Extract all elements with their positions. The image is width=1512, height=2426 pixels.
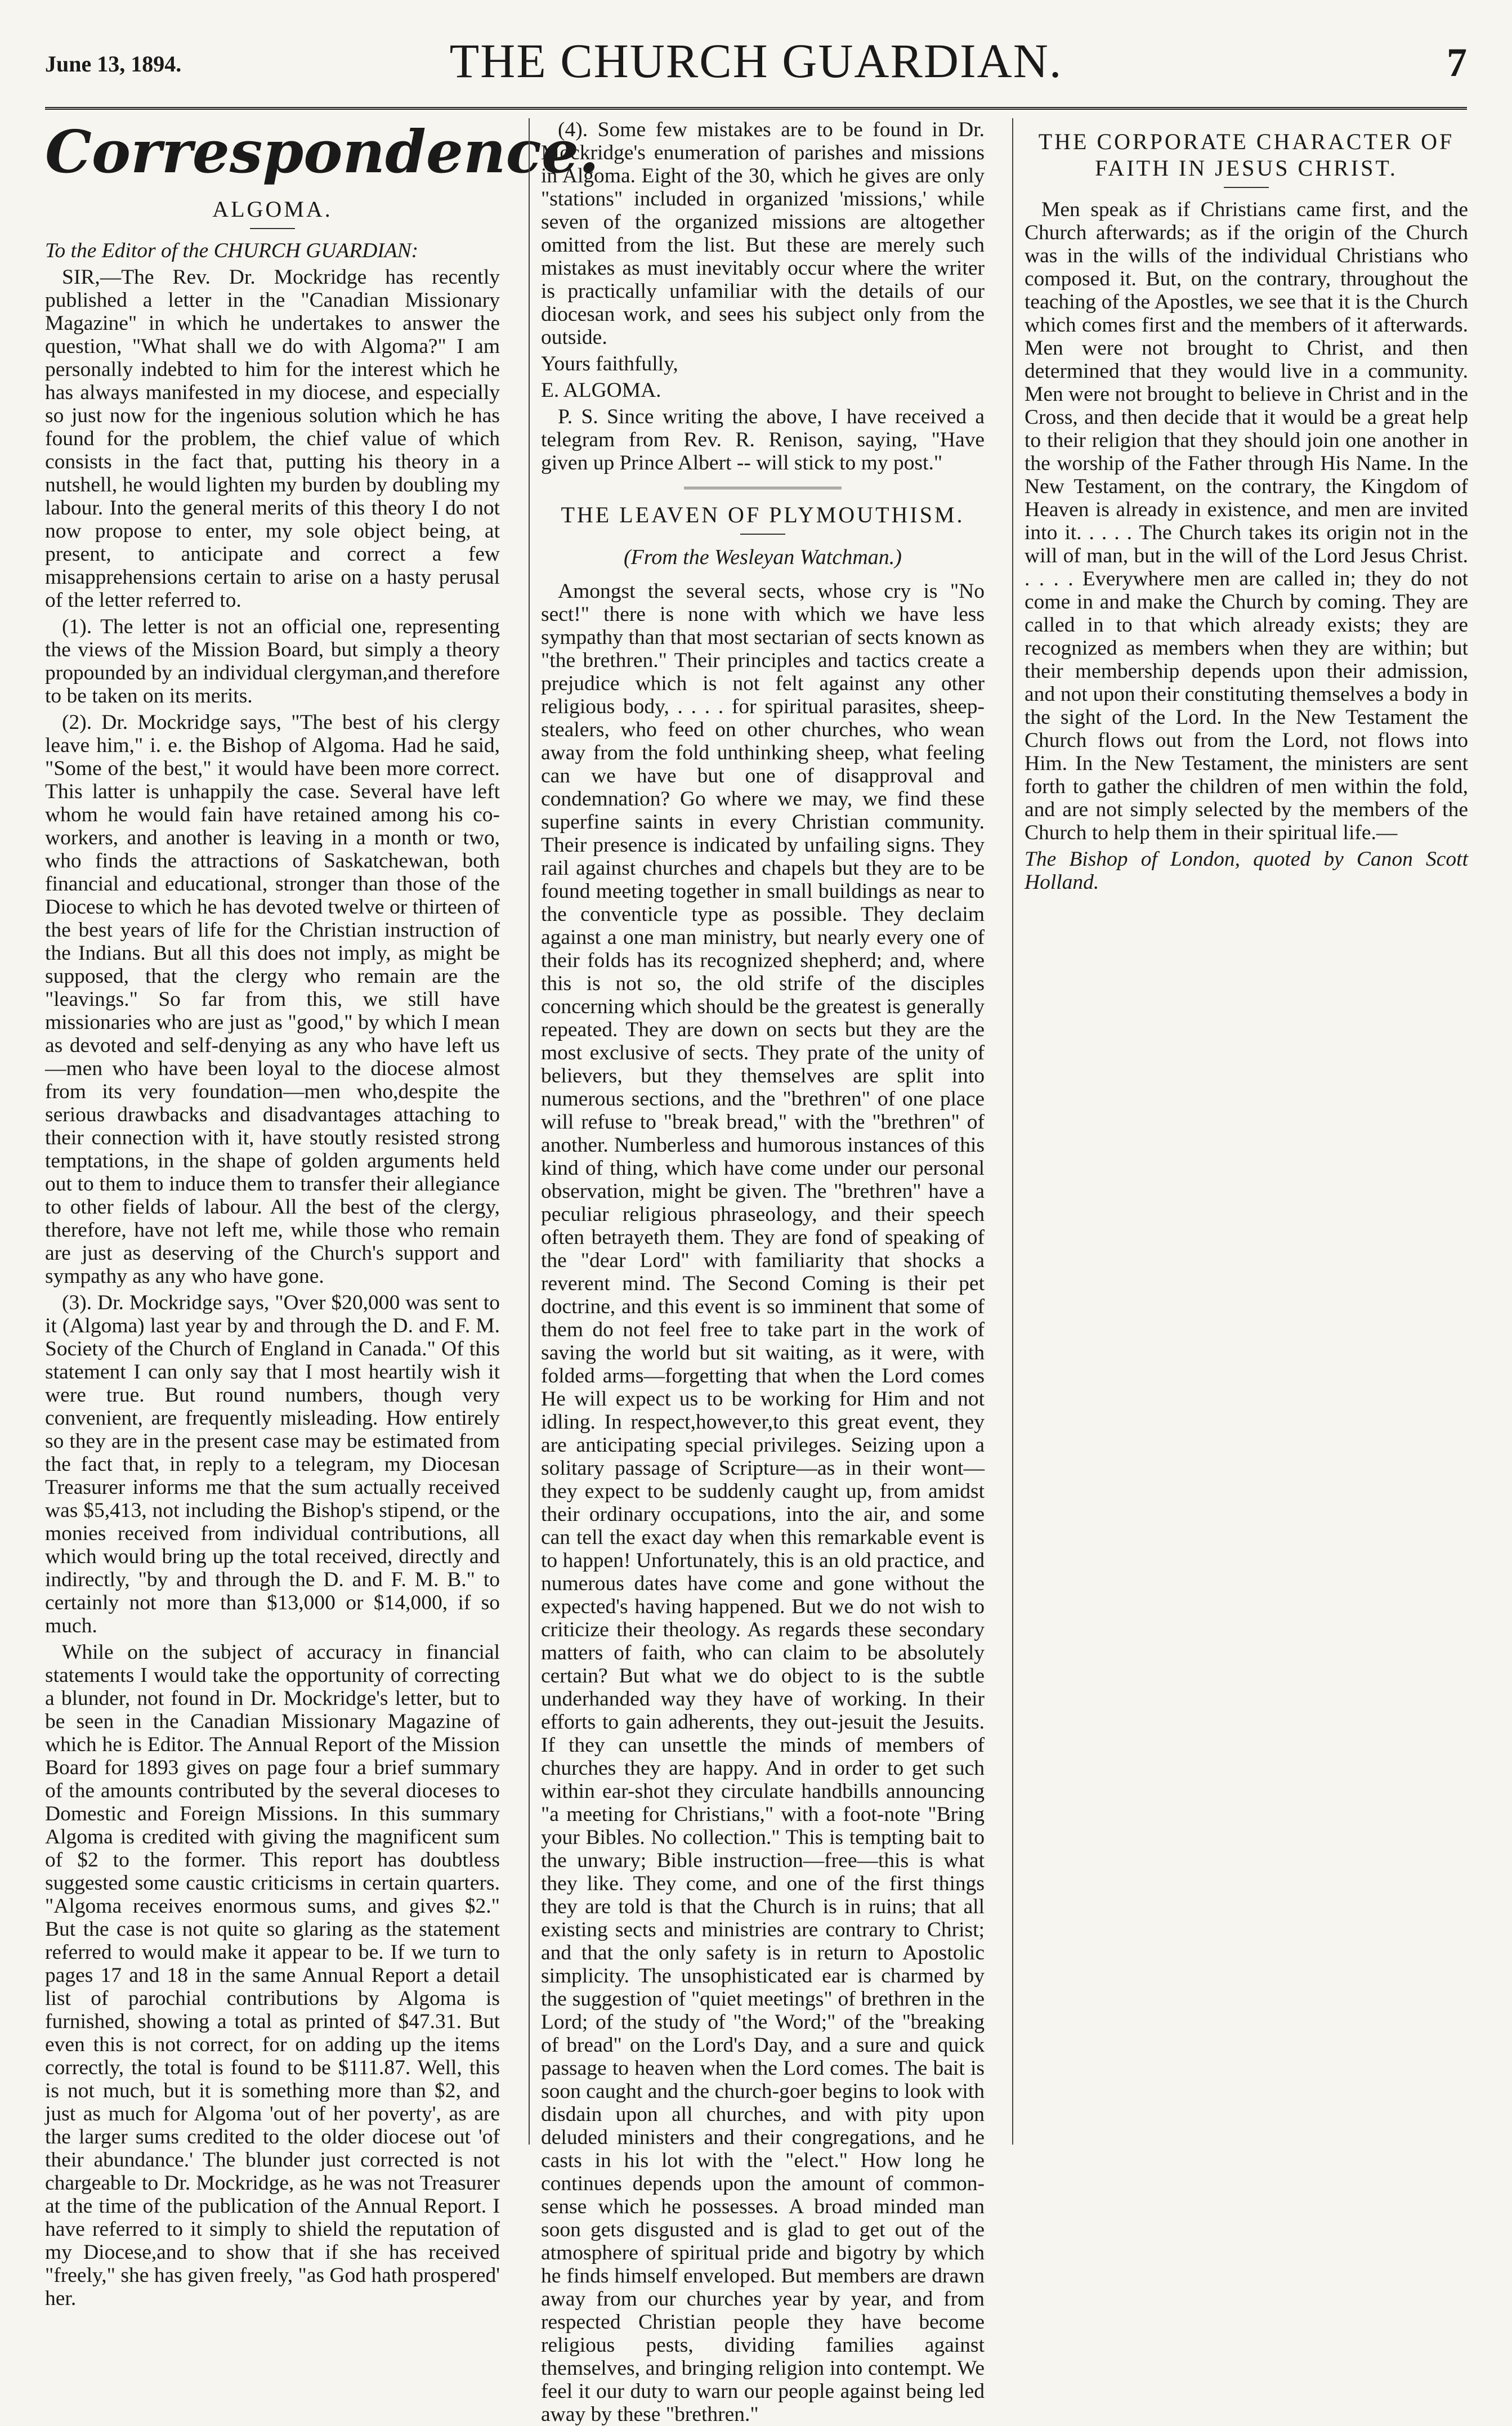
masthead [45, 23, 1467, 110]
issue-date: June 13, 1894. [45, 51, 182, 77]
section-title: Correspondence. [45, 117, 600, 186]
newspaper-title: THE CHURCH GUARDIAN. [449, 34, 1063, 88]
letter-paragraph: (1). The letter is not an official one, representing the views of the Mission Board, but simply a theory propounded by an individual clergyman,and therefore to be taken on its merits. [45, 615, 500, 708]
column-2 [529, 118, 985, 2426]
article-title: THE LEAVEN OF PLYMOUTHISM. [561, 502, 965, 527]
article-paragraph: Men speak as if Christians came first, and the Church afterwards; as if the origin of the Church was in the wills of the individual Christians who composed it. But, on the contrary, throughout the teaching of the Apostles, we see that it is the Church which comes first and the members of it afterwards. Men were not brought to Christ, and then determined that they would live in a community. Men were not brought to believe in Christ and in the Cross, and then decide that it would be a great help to their religion that they should join one another in the worship of the Father through His Name. In the New Testament, on the contrary, the Kingdom of Heaven is already in existence, and men are invited into it. . . . . The Church takes its origin not in the will of man, but in the will of the Lord Jesus Christ. . . . . Everywhere men are called in; they do not come in and make the Church by coming. They are called in to that which already exists; they are recognized as members when they are within; but their membership depends upon their admission, and not upon their constituting themselves a body in the sight of the Lord. In the New Testament the Church flows out from the Lord, not flows into Him. In the New Testament, the ministers are sent forth to gather the children of men within the fold, and are not simply selected by the members of the Church to help them in their spiritual life.— [1025, 198, 1468, 844]
letter-address: To the Editor of the CHURCH GUARDIAN: [45, 239, 419, 262]
letter-title: ALGOMA. [212, 196, 333, 222]
letter-signature: E. ALGOMA. [541, 379, 661, 402]
letter-closing: Yours faithfully, [541, 352, 678, 375]
article-paragraph: Amongst the several sects, whose cry is "No sect!" there is none with which we have less sympathy than that most sectarian of sects known as "the brethren." Their principles and tactics create a prejudice which is not felt against any other religious body, . . . . for spiritual parasites, sheep-stealers, who feed on other churches, who wean away from the fold unthinking sheep, what feeling can we have but one of disapproval and condemnation? Go where we may, we find these superfine saints in every Christian community. Their presence is indicated by unfailing signs. They rail against churches and chapels but they are to be found meeting together in small buildings as near to the conventicle type as possible. They declaim against a one man ministry, but nearly every one of their folds has its recognized shepherd; and, where this is not so, the old strife of the disciples concerning which should be the greatest is generally repeated. They are down on sects but they are the most exclusive of sects. They prate of the unity of believers, but they themselves are split into numerous sections, and the "brethren" of one place will refuse to "break bread," with the "brethren" of another. Numberless and humorous instances of this kind of thing, which have come under our personal observation, might be given. The "brethren" have a peculiar religious phraseology, and their speech often betrayeth them. They are fond of speaking of the "dear Lord" with familiarity that shocks a reverent mind. The Second Coming is their pet doctrine, and this event is so imminent that some of them do not feel free to take part in the work of saving the world but sit waiting, as it were, with folded arms—forgetting that when the Lord comes He will expect us to be working for Him and not idling. In respect,however,to this great event, they are anticipating special privileges. Seizing upon a solitary passage of Scripture—as in their wont—they expect to be suddenly caught up, from amidst their ordinary occupations, into the air, and some can tell the exact day when this remarkable event is to happen! Unfortunately, this is an old practice, and numerous dates have come and gone without the expected's having happened. But we do not wish to criticize their theology. As regards these secondary matters of faith, who can claim to be absolutely certain? But what we do object to is the subtle underhanded way they have of working. In their efforts to gain adherents, they out-jesuit the Jesuits. If they can unsettle the minds of members of churches they are happy. And in order to get such within ear-shot they circulate handbills announcing "a meeting for Christians," with a foot-note "Bring your Bibles. No collection." This is tempting bait to the unwary; Bible instruction—free—this is what they like. They come, and one of the first things they are told is that the Church is in ruins; that all existing sects and ministries are contrary to Christ; and that the only safety is in return to Apostolic simplicity. The unsophisticated ear is charmed by the suggestion of "quiet meetings" of brethren in the Lord; of the study of "the Word;" of the "breaking of bread" on the Lord's Day, and a sure and quick passage to heaven when the Lord comes. The bait is soon caught and the church-goer begins to look with disdain upon all churches, and with pity upon deluded ministers and their congregations, and he casts in his lot with the "elect." How long he continues depends upon the amount of common-sense which he possesses. A broad minded man soon gets disgusted and is glad to get out of the atmosphere of spiritual pride and bigotry by which he finds himself enveloped. But members are drawn away from our churches year by year, and from respected Christian people they have become religious pests, dividing families against themselves, and bringing religion into contempt. We feel it our duty to warn our people against being led away by these "brethren." [541, 580, 985, 2426]
letter-postscript: P. S. Since writing the above, I have received a telegram from Rev. R. Renison, saying, "Have given up Prince Albert -- will stick to my post." [541, 405, 985, 475]
column-3 [1012, 118, 1468, 2145]
page-number: 7 [1447, 40, 1467, 85]
letter-paragraph: (2). Dr. Mockridge says, "The best of his clergy leave him," i. e. the Bishop of Algoma. Had he said, "Some of the best," it would have been more correct. This latter is unhappily the case. Several have left whom he would fain have retained among his co-workers, and another is leaving in a month or two, who finds the attractions of Saskatchewan, both financial and educational, stronger than those of the Diocese to which he has devoted twelve or thirteen of the best years of life for the Christian instruction of the Indians. But all this does not imply, as might be supposed, that the clergy who remain are the "leavings." So far from this, we still have missionaries who are just as "good," by which I mean as devoted and self-denying as any who have left us—men who have been loyal to the diocese almost from its very foundation—men who,despite the serious drawbacks and disadvantages attaching to their connection with it, have stoutly resisted strong temptations, in the shape of golden arguments held out to them to induce them to transfer their allegiance to other fields of labour. All the best of the clergy, therefore, have not left me, while those who remain are just as deserving of the Church's support and sympathy as any who have gone. [45, 711, 500, 1288]
letter-paragraph: SIR,—The Rev. Dr. Mockridge has recently published a letter in the "Canadian Missionary Magazine" in which he undertakes to answer the question, "What shall we do with Algoma?" I am personally indebted to him for the interest which he has always manifested in my diocese, and especially so just now for the ingenious solution which he has found for the problem, the chief value of which consists in the fact that, putting his theory in a nutshell, he would lighten my burden by doubling my labour. Into the general merits of this theory I do not now propose to enter, my sole object being, at present, to anticipate and correct a few misapprehensions certain to arise on a hasty perusal of the letter referred to. [45, 266, 500, 612]
letter-paragraph: (3). Dr. Mockridge says, "Over $20,000 was sent to it (Algoma) last year by and through the D. and F. M. Society of the Church of England in Canada." Of this statement I can only say that I most heartily wish it were true. But round numbers, though very convenient, are frequently misleading. How entirely so they are in the present case may be estimated from the fact that, in reply to a telegram, my Diocesan Treasurer informs me that the sum actually received was $5,413, not including the Bishop's stipend, or the monies received from individual contributions, all which would bring up the total received, directly and indirectly, "by and through the D. and F. M. B." to certainly not more than $13,000 or $14,000, if so much. [45, 1291, 500, 1637]
letter-paragraph: (4). Some few mistakes are to be found in Dr. Mockridge's enumeration of parishes and missions in Algoma. Eight of the 30, which he gives are only "stations" included in organized 'missions,' while seven of the organized missions are altogether omitted from the list. But these are merely such mistakes as must inevitably occur where the writer is practically unfamiliar with the details of our diocesan work, and sees his subject only from the outside. [541, 118, 985, 349]
article-title: THE CORPORATE CHARACTER OF FAITH IN JESUS CHRIST. [1038, 129, 1455, 181]
divider [684, 487, 842, 489]
divider [250, 228, 295, 229]
article-credit: The Bishop of London, quoted by Canon Scott Holland. [1025, 848, 1468, 894]
article-source: (From the Wesleyan Watchman.) [624, 545, 902, 569]
letter-paragraph: While on the subject of accuracy in financial statements I would take the opportunity of correcting a blunder, not found in Dr. Mockridge's letter, but to be seen in the Canadian Missionary Magazine of which he is Editor. The Annual Report of the Mission Board for 1893 gives on page four a brief summary of the amounts contributed by the several dioceses to Domestic and Foreign Missions. In this summary Algoma is credited with giving the magnificent sum of $2 to the former. This report has doubtless suggested some caustic criticisms in certain quarters. "Algoma receives enormous sums, and gives $2." But the case is not quite so glaring as the statement referred to would make it appear to be. If we turn to pages 17 and 18 in the same Annual Report a detail list of parochial contributions by Algoma is furnished, showing a total as printed of $47.31. But even this is not correct, for on adding up the items correctly, the total is found to be $111.87. Well, this is not much, but it is something more than $2, and just as much for Algoma 'out of her poverty', as are the larger sums credited to the older diocese out 'of their abundance.' The blunder just corrected is not chargeable to Dr. Mockridge, as he was not Treasurer at the time of the publication of the Annual Report. I have referred to it simply to shield the reputation of my Diocese,and to show that if she has received "freely," she has given freely, "as God hath prospered' her. [45, 1641, 500, 2310]
divider [740, 534, 785, 535]
divider [1224, 187, 1269, 188]
column-1 [45, 117, 600, 2310]
